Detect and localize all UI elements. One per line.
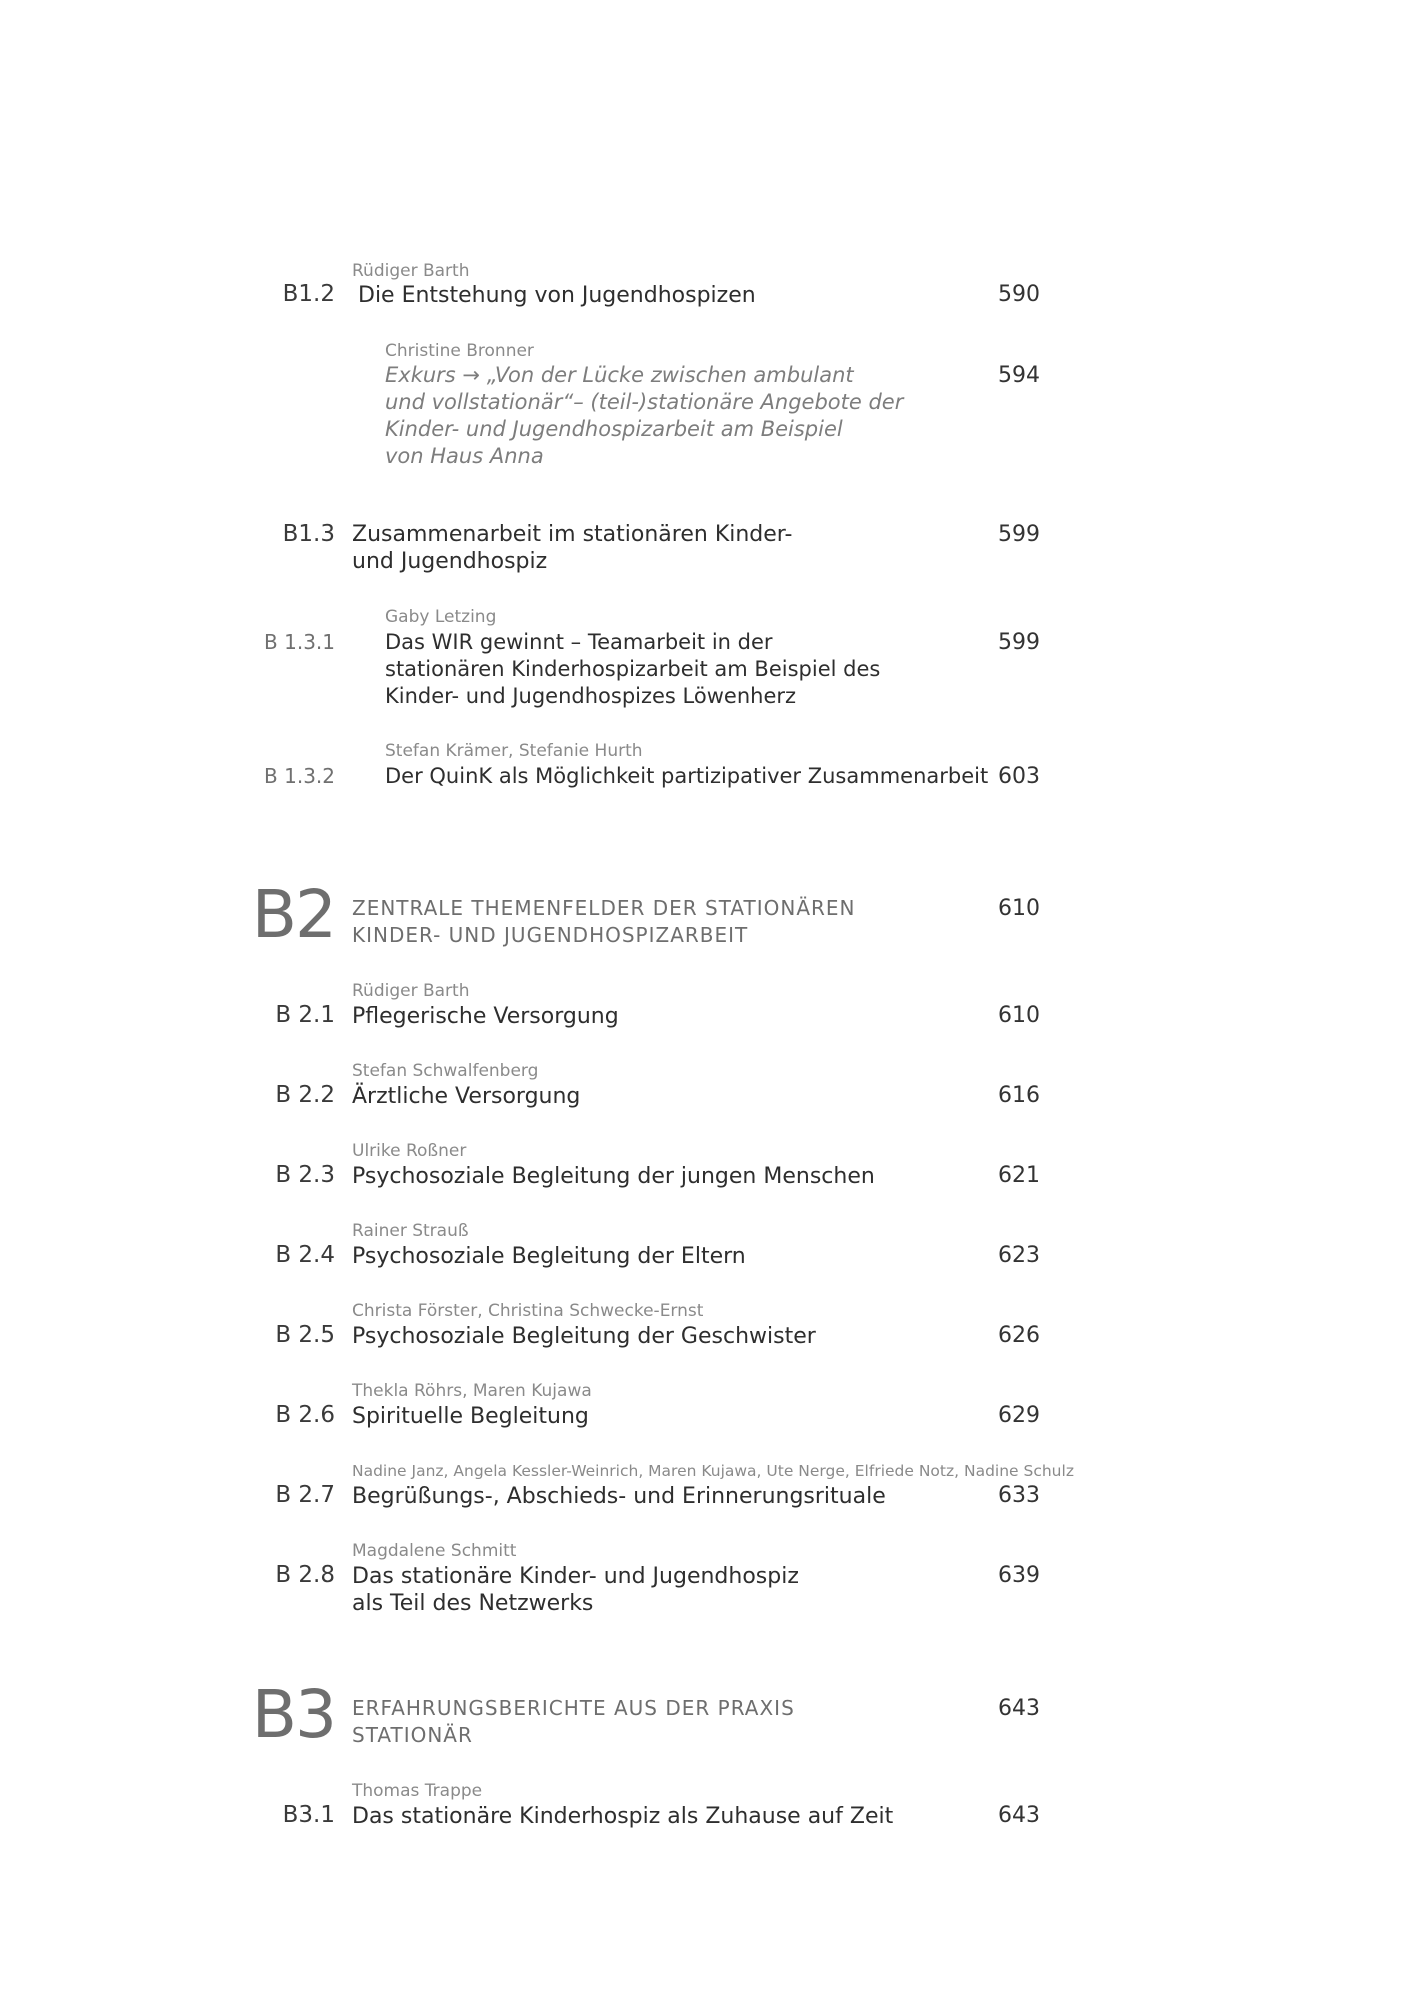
entry-title[interactable]: Psychosoziale Begleitung der Eltern — [352, 1244, 746, 1269]
entry-author: Stefan Schwalfenberg — [352, 1061, 539, 1081]
entry-title[interactable]: Psychosoziale Begleitung der Geschwister — [352, 1324, 816, 1349]
entry-author: Rainer Strauß — [352, 1221, 469, 1241]
entry-title-line: stationären Kinderhospizarbeit am Beispiel des — [385, 657, 881, 681]
entry-title-line: Kinder- und Jugendhospizes Löwenherz — [385, 684, 797, 708]
section-number: B2 — [251, 876, 335, 953]
entry-page: 599 — [998, 522, 1040, 547]
excursus-line: von Haus Anna — [385, 444, 544, 468]
entry-number: B3.1 — [282, 1802, 335, 1828]
entry-title[interactable]: Psychosoziale Begleitung der jungen Menschen — [352, 1164, 875, 1189]
entry-author: Thekla Röhrs, Maren Kujawa — [352, 1381, 592, 1401]
excursus-line: und vollstationär“– (teil-)stationäre Angebote der — [385, 390, 904, 414]
entry-title[interactable]: Die Entstehung von Jugendhospizen — [358, 283, 756, 308]
entry-author: Rüdiger Barth — [352, 261, 470, 281]
entry-author: Ulrike Roßner — [352, 1141, 467, 1161]
entry-title[interactable]: Das stationäre Kinderhospiz als Zuhause auf Zeit — [352, 1804, 894, 1829]
section-number: B3 — [251, 1676, 335, 1753]
entry-number: B 2.7 — [275, 1482, 335, 1508]
excursus-line: Kinder- und Jugendhospizarbeit am Beispiel — [385, 417, 843, 441]
excursus-line[interactable]: Exkurs → „Von der Lücke zwischen ambulant — [385, 363, 854, 387]
entry-number: B1.2 — [282, 281, 335, 307]
entry-title-line: und Jugendhospiz — [352, 549, 548, 574]
entry-title[interactable]: Spirituelle Begleitung — [352, 1404, 589, 1429]
entry-page: 594 — [998, 363, 1040, 388]
entry-page: 599 — [998, 630, 1040, 655]
entry-page: 626 — [998, 1323, 1040, 1348]
section-title-line: STATIONÄR — [352, 1723, 473, 1747]
entry-title[interactable]: Ärztliche Versorgung — [352, 1084, 581, 1109]
entry-title-line[interactable]: Das stationäre Kinder- und Jugendhospiz — [352, 1564, 799, 1589]
section-title-line: KINDER- UND JUGENDHOSPIZARBEIT — [352, 923, 749, 947]
entry-title-line[interactable]: Das WIR gewinnt – Teamarbeit in der — [385, 630, 773, 654]
entry-title[interactable]: Der QuinK als Möglichkeit partizipativer Zusammenarbeit — [385, 764, 989, 788]
section-page: 610 — [998, 896, 1040, 921]
entry-page: 590 — [998, 282, 1040, 307]
entry-author: Christa Förster, Christina Schwecke-Ernst — [352, 1301, 704, 1321]
section-title-line[interactable]: ZENTRALE THEMENFELDER DER STATIONÄREN — [352, 896, 856, 920]
entry-author: Rüdiger Barth — [352, 981, 470, 1001]
entry-number: B 1.3.1 — [264, 630, 335, 654]
entry-number: B 2.5 — [275, 1322, 335, 1348]
entry-title-line: als Teil des Netzwerks — [352, 1591, 594, 1616]
entry-page: 623 — [998, 1243, 1040, 1268]
entry-title[interactable]: Begrüßungs-, Abschieds- und Erinnerungsrituale — [352, 1484, 886, 1509]
entry-page: 643 — [998, 1803, 1040, 1828]
entry-author: Stefan Krämer, Stefanie Hurth — [385, 741, 643, 761]
entry-page: 639 — [998, 1563, 1040, 1588]
entry-number: B1.3 — [282, 521, 335, 547]
entry-author: Christine Bronner — [385, 341, 534, 361]
entry-author: Magdalene Schmitt — [352, 1541, 517, 1561]
entry-author: Thomas Trappe — [352, 1781, 483, 1801]
entry-title[interactable]: Pflegerische Versorgung — [352, 1004, 619, 1029]
entry-number: B 2.6 — [275, 1402, 335, 1428]
entry-page: 621 — [998, 1163, 1040, 1188]
entry-number: B 1.3.2 — [264, 764, 335, 788]
entry-number: B 2.3 — [275, 1162, 335, 1188]
entry-number: B 2.1 — [275, 1002, 335, 1028]
section-page: 643 — [998, 1696, 1040, 1721]
entry-page: 610 — [998, 1003, 1040, 1028]
entry-page: 629 — [998, 1403, 1040, 1428]
entry-author: Nadine Janz, Angela Kessler-Weinrich, Maren Kujawa, Ute Nerge, Elfriede Notz, Nadine Schulz — [352, 1462, 1074, 1480]
entry-number: B 2.8 — [275, 1562, 335, 1588]
entry-page: 633 — [998, 1483, 1040, 1508]
entry-page: 616 — [998, 1083, 1040, 1108]
entry-page: 603 — [998, 764, 1040, 789]
entry-number: B 2.4 — [275, 1242, 335, 1268]
entry-author: Gaby Letzing — [385, 607, 497, 627]
entry-title-line[interactable]: Zusammenarbeit im stationären Kinder- — [352, 522, 793, 547]
section-title-line[interactable]: ERFAHRUNGSBERICHTE AUS DER PRAXIS — [352, 1696, 795, 1720]
entry-number: B 2.2 — [275, 1082, 335, 1108]
